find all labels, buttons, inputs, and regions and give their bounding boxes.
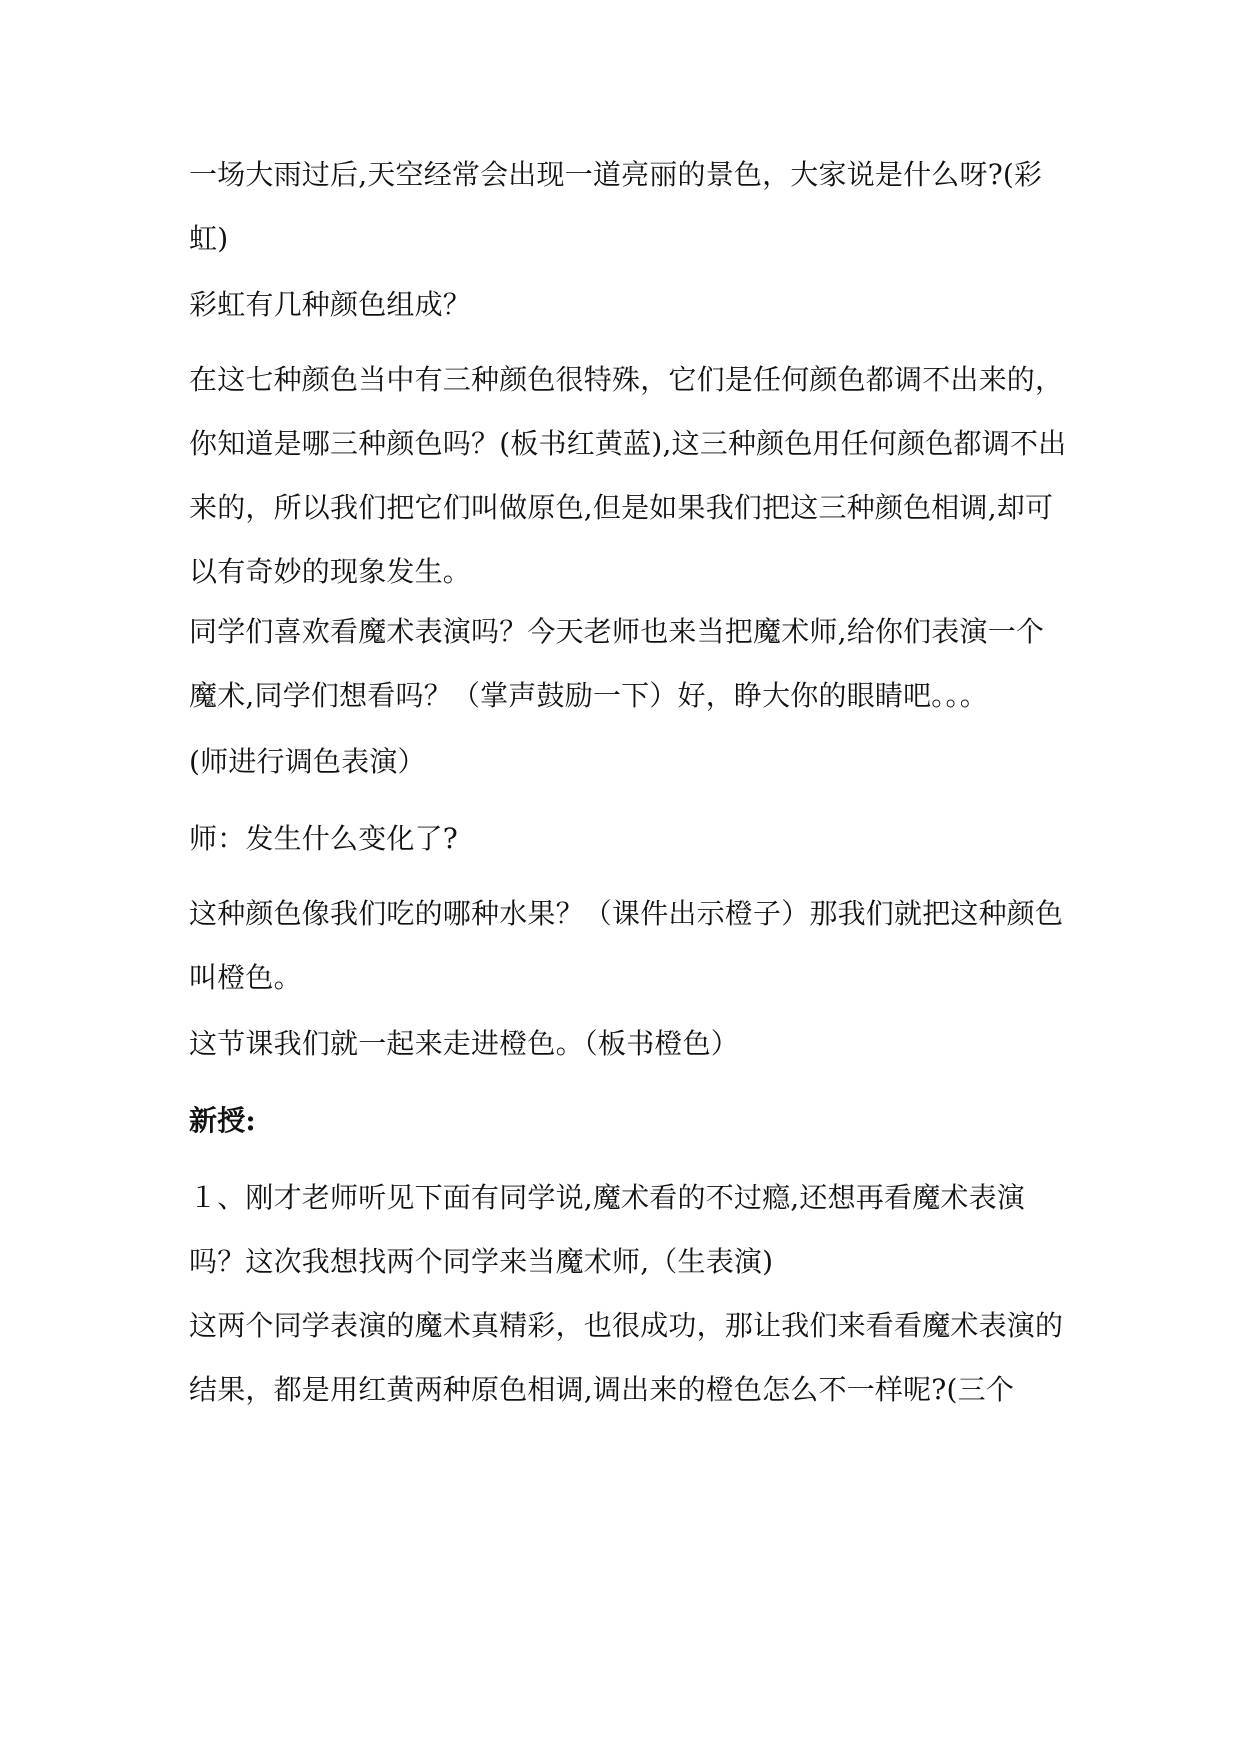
paragraph-different-orange: 这两个同学表演的魔术真精彩，也很成功，那让我们来看看魔术表演的结果，都是用红黄两种原色相调,调出来的橙色怎么不一样呢?(三个 <box>189 1309 1064 1406</box>
paragraph-student-magic: １、刚才老师听见下面有同学说,魔术看的不过瘾,还想再看魔术表演吗？这次我想找两个同学来当魔术师,（生表演) <box>189 1181 1026 1278</box>
paragraph-rainbow-question: 一场大雨过后,天空经常会出现一道亮丽的景色，大家说是什么呀?(彩虹) <box>189 158 1043 255</box>
paragraph-rainbow-colors: 彩虹有几种颜色组成？ <box>189 288 472 321</box>
paragraph-orange-fruit: 这种颜色像我们吃的哪种水果？（课件出示橙子）那我们就把这种颜色叫橙色。 <box>189 897 1064 994</box>
paragraph-lesson-intro: 这节课我们就一起来走进橙色。（板书橙色） <box>189 1027 740 1060</box>
section-heading-new-lesson: 新授: <box>189 1104 256 1137</box>
paragraph-magic-show: 同学们喜欢看魔术表演吗？今天老师也来当把魔术师,给你们表演一个魔术,同学们想看吗？（掌声鼓励一下）好，睁大你的眼睛吧。。。 <box>189 615 1045 712</box>
paragraph-primary-colors: 在这七种颜色当中有三种颜色很特殊，它们是任何颜色都调不出来的，你知道是哪三种颜色吗？(板书红黄蓝),这三种颜色用任何颜色都调不出来的，所以我们把它们叫做原色,但是如果我们把这三种颜色相调,却可以有奇妙的现象发生。 <box>189 363 1067 588</box>
paragraph-teacher-demo: (师进行调色表演） <box>189 745 426 778</box>
paragraph-what-changed: 师：发生什么变化了? <box>189 822 459 855</box>
